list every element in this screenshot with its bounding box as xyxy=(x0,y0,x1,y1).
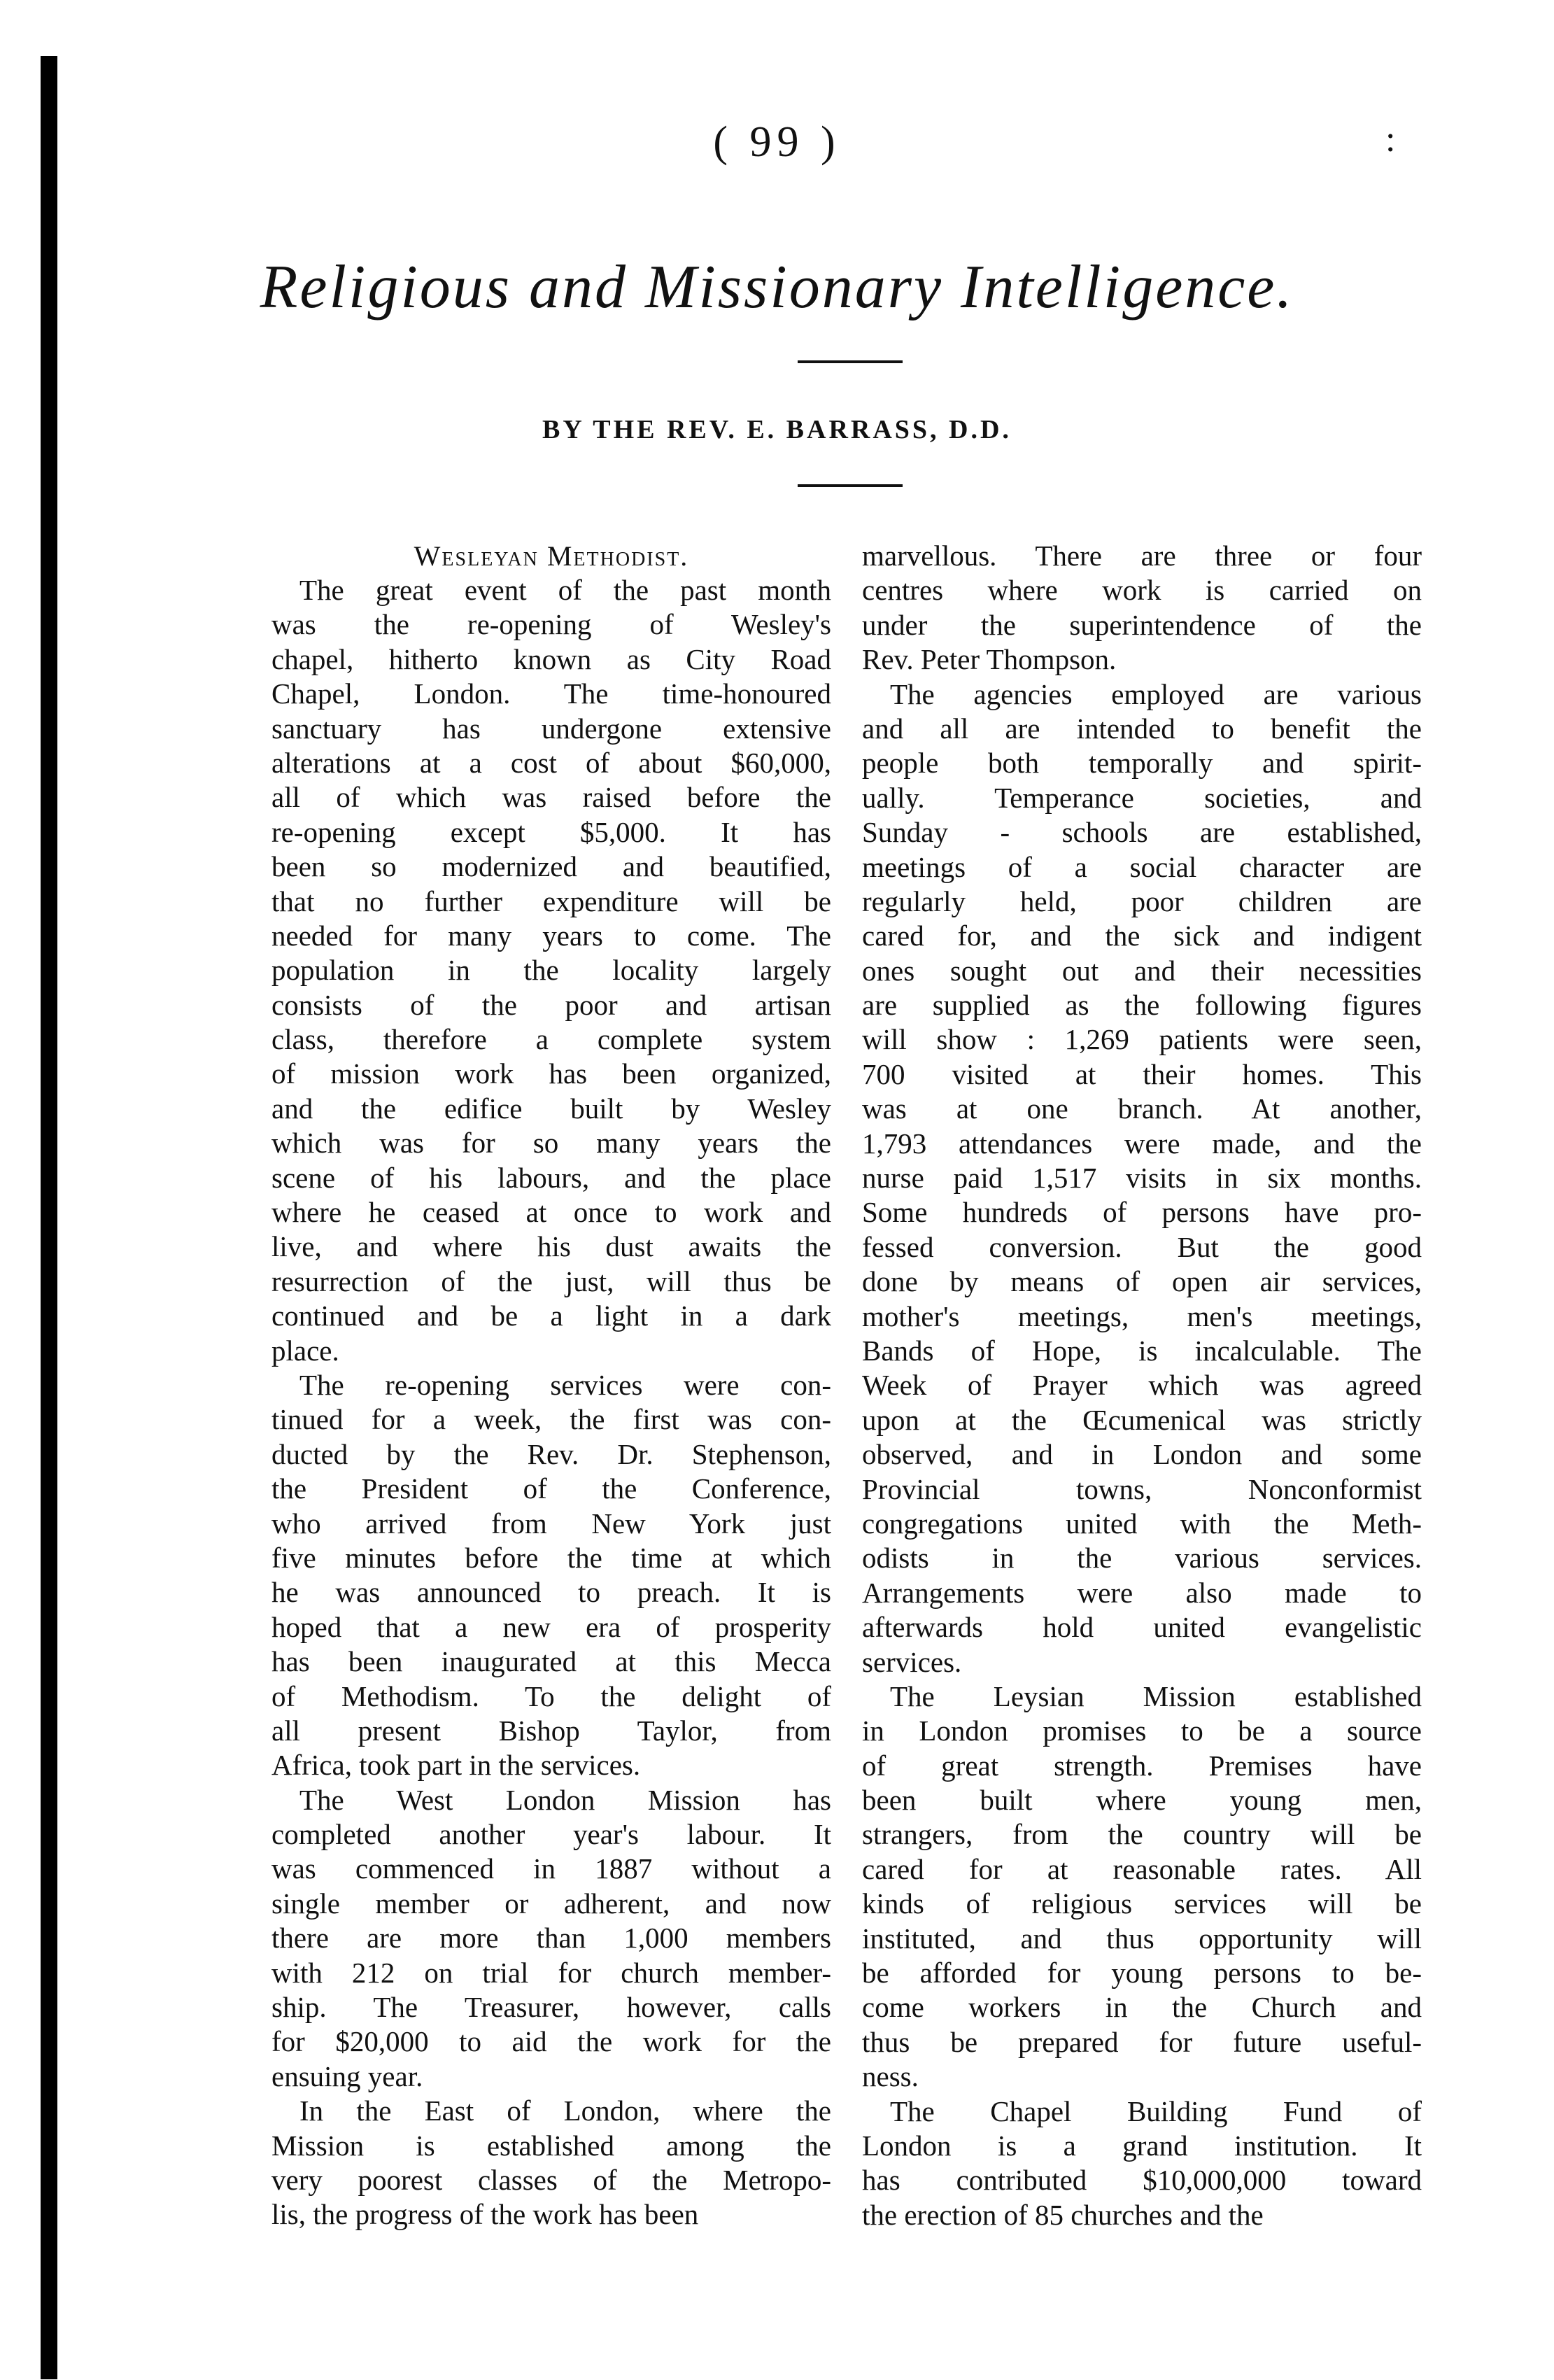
text-line: has contributed $10,000,000 toward xyxy=(862,2164,1422,2197)
text-line: fessed conversion. But the good xyxy=(862,1230,1422,1263)
text-line: ones sought out and their necessities xyxy=(862,954,1422,987)
text-line: people both temporally and spirit- xyxy=(862,747,1422,780)
text-line: and the edifice built by Wesley xyxy=(271,1092,831,1125)
text-line: of mission work has been organized, xyxy=(271,1057,831,1090)
text-line: ness. xyxy=(862,2060,919,2093)
text-line: the erection of 85 churches and the xyxy=(862,2198,1264,2231)
text-line: regularly held, poor children are xyxy=(862,885,1422,917)
text-line: in London promises to be a source xyxy=(862,1714,1422,1747)
text-line: marvellous. There are three or four xyxy=(862,540,1422,572)
text-line: services. xyxy=(862,1645,962,1678)
section-heading: Wesleyan Methodist. xyxy=(414,540,689,572)
text-line: Bands of Hope, is incalculable. The xyxy=(862,1334,1422,1367)
text-line: needed for many years to come. The xyxy=(271,919,831,952)
text-line: odists in the various services. xyxy=(862,1542,1422,1575)
text-line: The agencies employed are various xyxy=(890,677,1422,710)
text-line: for $20,000 to aid the work for the xyxy=(271,2025,831,2058)
text-line: strangers, from the country will be xyxy=(862,1818,1422,1851)
text-line: In the East of London, where the xyxy=(299,2094,831,2127)
text-line: afterwards hold united evangelistic xyxy=(862,1611,1422,1644)
left-column-text xyxy=(271,573,831,2232)
corner-mark: : xyxy=(1385,120,1396,160)
text-line: which was for so many years the xyxy=(271,1127,831,1160)
text-line: 700 visited at their homes. This xyxy=(862,1057,1422,1090)
right-column-text xyxy=(862,539,1422,2232)
text-line: live, and where his dust awaits the xyxy=(271,1230,831,1263)
text-line: Provincial towns, Nonconformist xyxy=(862,1472,1422,1505)
text-line: consists of the poor and artisan xyxy=(271,988,831,1021)
text-line: congregations united with the Meth- xyxy=(862,1507,1422,1540)
text-line: under the superintendence of the xyxy=(862,608,1422,641)
left-column xyxy=(271,539,831,2232)
text-line: ducted by the Rev. Dr. Stephenson, xyxy=(271,1437,831,1470)
text-line: with 212 on trial for church member- xyxy=(271,1956,831,1989)
text-line: The re-opening services were con- xyxy=(299,1368,831,1401)
text-line: five minutes before the time at which xyxy=(271,1541,831,1574)
text-line: Sunday - schools are established, xyxy=(862,816,1422,849)
text-line: tinued for a week, the first was con- xyxy=(271,1403,831,1436)
byline-divider xyxy=(798,484,903,487)
text-line: are supplied as the following figures xyxy=(862,989,1422,1022)
text-line: the President of the Conference, xyxy=(271,1472,831,1505)
text-line: single member or adherent, and now xyxy=(271,1887,831,1920)
text-line: Some hundreds of persons have pro- xyxy=(862,1196,1422,1229)
text-line: The great event of the past month xyxy=(299,574,831,606)
text-line: was the re-opening of Wesley's xyxy=(271,608,831,641)
text-line: class, therefore a complete system xyxy=(271,1023,831,1056)
text-line: Mission is established among the xyxy=(271,2129,831,2162)
text-line: nurse paid 1,517 visits in six months. xyxy=(862,1162,1422,1195)
text-line: Africa, took part in the services. xyxy=(271,1749,641,1782)
text-line: has been inaugurated at this Mecca xyxy=(271,1645,831,1678)
text-line: very poorest classes of the Metropo- xyxy=(271,2163,831,2196)
text-line: observed, and in London and some xyxy=(862,1438,1422,1471)
text-line: sanctuary has undergone extensive xyxy=(271,712,831,745)
text-line: lis, the progress of the work has been xyxy=(271,2198,699,2231)
text-line: ually. Temperance societies, and xyxy=(862,781,1422,814)
text-line: London is a grand institution. It xyxy=(862,2129,1422,2162)
text-line: The Leysian Mission established xyxy=(890,1680,1422,1712)
text-line: scene of his labours, and the place xyxy=(271,1161,831,1194)
page-title: Religious and Missionary Intelligence. xyxy=(260,253,1294,321)
text-line: population in the locality largely xyxy=(271,954,831,987)
text-line: that no further expenditure will be xyxy=(271,885,831,917)
text-line: mother's meetings, men's meetings, xyxy=(862,1300,1422,1332)
text-line: and all are intended to benefit the xyxy=(862,712,1422,745)
text-line: will show : 1,269 patients were seen, xyxy=(862,1023,1422,1056)
text-line: ensuing year. xyxy=(271,2059,423,2092)
text-line: who arrived from New York just xyxy=(271,1507,831,1540)
text-line: there are more than 1,000 members xyxy=(271,1922,831,1955)
text-line: of great strength. Premises have xyxy=(862,1749,1422,1782)
text-line: continued and be a light in a dark xyxy=(271,1300,831,1332)
text-line: chapel, hitherto known as City Road xyxy=(271,642,831,675)
title-divider xyxy=(798,360,903,363)
text-line: upon at the Œcumenical was strictly xyxy=(862,1403,1422,1436)
author-byline: BY THE REV. E. BARRASS, D.D. xyxy=(542,415,1012,444)
text-line: hoped that a new era of prosperity xyxy=(271,1610,831,1643)
text-line: place. xyxy=(271,1334,339,1367)
text-line: Rev. Peter Thompson. xyxy=(862,643,1117,676)
text-line: centres where work is carried on xyxy=(862,574,1422,607)
text-line: be afforded for young persons to be- xyxy=(862,1957,1422,1990)
text-line: instituted, and thus opportunity will xyxy=(862,1922,1422,1955)
text-line: The Chapel Building Fund of xyxy=(890,2094,1422,2127)
text-line: all present Bishop Taylor, from xyxy=(271,1714,831,1747)
text-line: The West London Mission has xyxy=(299,1783,831,1816)
right-column xyxy=(862,539,1422,2232)
text-line: kinds of religious services will be xyxy=(862,1887,1422,1920)
text-line: re-opening except $5,000. It has xyxy=(271,815,831,848)
text-line: all of which was raised before the xyxy=(271,781,831,814)
text-line: been so modernized and beautified, xyxy=(271,850,831,883)
text-line: where he ceased at once to work and xyxy=(271,1196,831,1229)
text-line: completed another year's labour. It xyxy=(271,1818,831,1851)
binding-edge xyxy=(41,56,57,2379)
page-number: ( 99 ) xyxy=(713,118,841,166)
text-line: Week of Prayer which was agreed xyxy=(862,1369,1422,1402)
text-line: thus be prepared for future useful- xyxy=(862,2025,1422,2058)
text-line: was commenced in 1887 without a xyxy=(271,1852,831,1885)
text-line: cared for, and the sick and indigent xyxy=(862,920,1422,952)
text-line: come workers in the Church and xyxy=(862,1991,1422,2024)
text-line: of Methodism. To the delight of xyxy=(271,1680,831,1712)
text-line: done by means of open air services, xyxy=(862,1265,1422,1298)
text-line: cared for at reasonable rates. All xyxy=(862,1852,1422,1885)
text-line: been built where young men, xyxy=(862,1784,1422,1817)
text-line: he was announced to preach. It is xyxy=(271,1576,831,1609)
text-line: Chapel, London. The time-honoured xyxy=(271,677,831,710)
text-line: Arrangements were also made to xyxy=(862,1576,1422,1609)
text-line: meetings of a social character are xyxy=(862,850,1422,883)
text-line: resurrection of the just, will thus be xyxy=(271,1265,831,1297)
text-line: 1,793 attendances were made, and the xyxy=(862,1127,1422,1160)
text-line: ship. The Treasurer, however, calls xyxy=(271,1991,831,2024)
text-line: was at one branch. At another, xyxy=(862,1092,1422,1125)
text-line: alterations at a cost of about $60,000, xyxy=(271,746,831,779)
